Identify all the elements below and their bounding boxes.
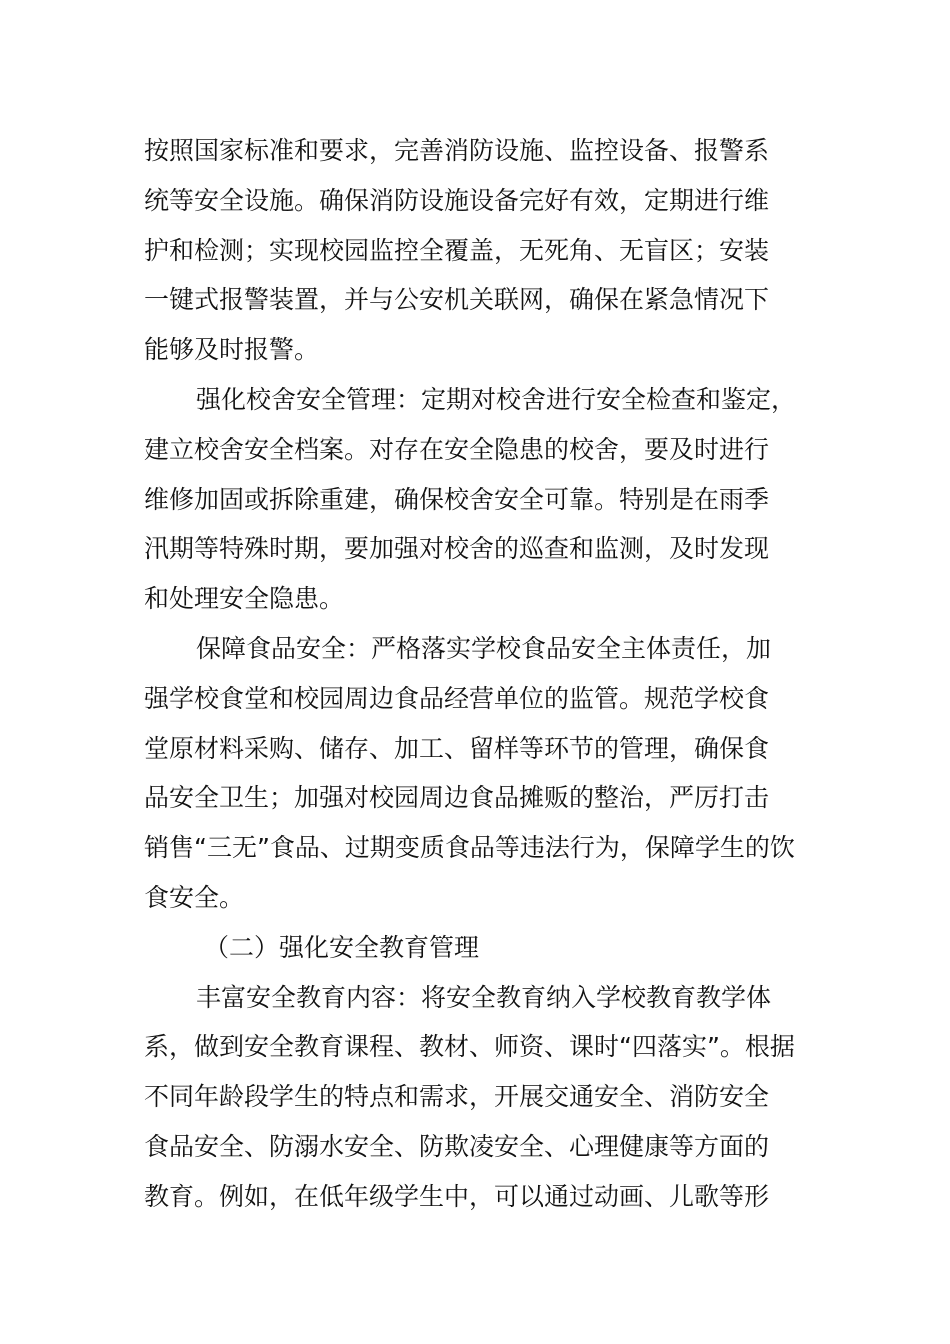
paragraph-line: 护和检测；实现校园监控全覆盖，无死角、无盲区；安装 [144, 235, 770, 265]
section-heading: （二）强化安全教育管理 [204, 932, 480, 962]
paragraph-line: 丰富安全教育内容：将安全教育纳入学校教育教学体 [196, 982, 772, 1012]
paragraph-line: 保障食品安全：严格落实学校食品安全主体责任，加 [196, 633, 772, 663]
paragraph-line: 统等安全设施。确保消防设施设备完好有效，定期进行维 [144, 185, 770, 215]
document-body [144, 126, 824, 1222]
paragraph-line: 食品安全、防溺水安全、防欺凌安全、心理健康等方面的 [144, 1131, 770, 1161]
paragraph-line: 销售“三无”食品、过期变质食品等违法行为，保障学生的饮 [144, 833, 795, 863]
paragraph-line: 教育。例如，在低年级学生中，可以通过动画、儿歌等形 [144, 1181, 770, 1211]
paragraph-line: 建立校舍安全档案。对存在安全隐患的校舍，要及时进行 [144, 434, 770, 464]
paragraph-line: 不同年龄段学生的特点和需求，开展交通安全、消防安全 [144, 1082, 770, 1112]
paragraph-line: 按照国家标准和要求，完善消防设施、监控设备、报警系 [144, 136, 770, 165]
paragraph-line: 一键式报警装置，并与公安机关联网，确保在紧急情况下 [144, 285, 770, 315]
paragraph-line: 系，做到安全教育课程、教材、师资、课时“四落实”。根据 [144, 1032, 795, 1062]
paragraph-line: 食安全。 [144, 882, 245, 912]
paragraph-line: 维修加固或拆除重建，确保校舍安全可靠。特别是在雨季 [144, 484, 770, 514]
paragraph-line: 强化校舍安全管理：定期对校舍进行安全检查和鉴定， [196, 384, 797, 414]
paragraph-line: 品安全卫生；加强对校园周边食品摊贩的整治，严厉打击 [144, 783, 770, 813]
paragraph-line: 能够及时报警。 [144, 335, 320, 365]
paragraph-line: 堂原材料采购、储存、加工、留样等环节的管理，确保食 [144, 733, 770, 763]
paragraph-line: 和处理安全隐患。 [144, 584, 345, 614]
paragraph-line: 汛期等特殊时期，要加强对校舍的巡查和监测，及时发现 [144, 534, 770, 564]
paragraph-line: 强学校食堂和校园周边食品经营单位的监管。规范学校食 [144, 683, 770, 713]
